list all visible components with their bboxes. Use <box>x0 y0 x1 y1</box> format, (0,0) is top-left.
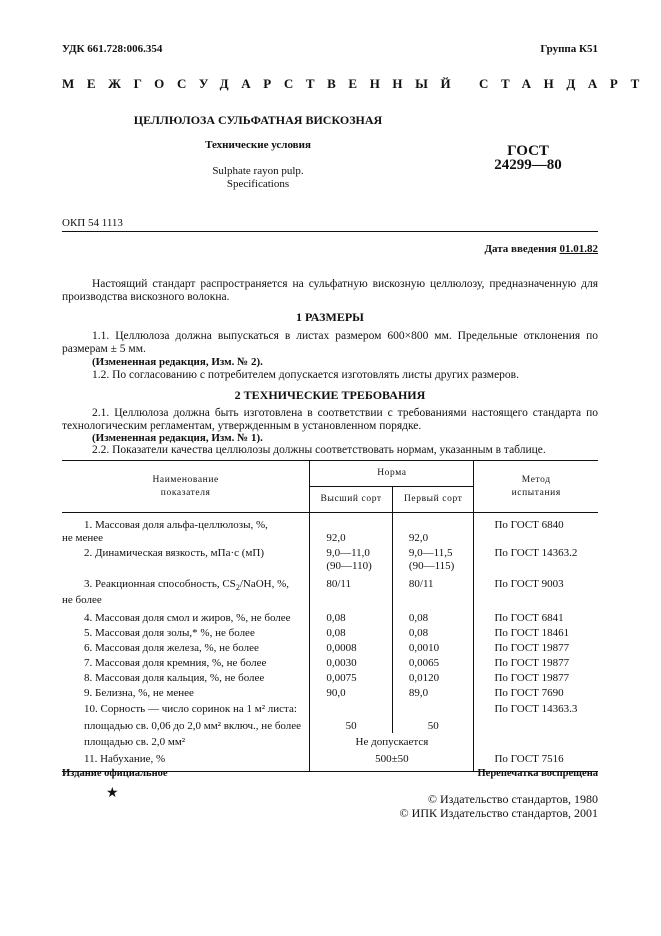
test-method: По ГОСТ 9003 <box>494 578 564 590</box>
top-grade-value: 9,0—11,0 <box>326 547 370 559</box>
table-row <box>62 655 598 670</box>
english-title-line1: Sulphate rayon pulp. <box>212 165 304 177</box>
table-row <box>62 513 598 546</box>
norm-value: 500±50 <box>310 749 474 771</box>
header-top-grade: Высший сорт <box>310 487 393 513</box>
test-method: По ГОСТ 19877 <box>494 642 570 655</box>
top-grade-value: 0,0030 <box>326 657 357 670</box>
norm-value: Не допускается <box>310 733 474 749</box>
first-grade-value: 0,0120 <box>408 672 440 685</box>
row-label: 5. Массовая доля золы,* %, не более <box>84 627 255 640</box>
row-label: 8. Массовая доля кальция, %, не более <box>84 672 265 685</box>
table-row <box>62 685 598 700</box>
paragraph-1-2: 1.2. По согласованию с потребителем допускается изготовлять листы других размеров. <box>92 369 519 381</box>
test-method: По ГОСТ 14363.2 <box>494 547 578 559</box>
intro-date <box>484 243 598 255</box>
gost-number: 24299—80 <box>494 157 562 173</box>
paragraph-1-1: 1.1. Целлюлоза должна выпускаться в листах размером 600×800 мм. Предельные отклонения по размерам ± 5 мм. <box>62 330 598 355</box>
top-grade-value-alt: (90—110) <box>326 560 372 572</box>
amendment-note-2: (Измененная редакция, Изм. № 2). <box>92 356 263 368</box>
header-indicator-name: Наименование показателя <box>62 461 310 513</box>
english-title-line2: Specifications <box>226 178 290 190</box>
top-grade-value: 0,0075 <box>326 672 357 685</box>
row-label: 7. Массовая доля кремния, %, не более <box>84 657 267 670</box>
table-row <box>62 573 598 607</box>
table-row <box>62 733 598 749</box>
group-code: Группа К51 <box>540 43 598 55</box>
row-label: 10. Сорность — число соринок на 1 м² листа: <box>84 703 297 716</box>
row-label: площадью св. 0,06 до 2,0 мм² включ., не более <box>84 720 302 733</box>
document-subtitle: Технические условия <box>205 139 311 151</box>
star-icon: ★ <box>106 786 119 801</box>
copyright-1980: © Издательство стандартов, 1980 <box>427 792 598 806</box>
top-grade-value: 0,08 <box>326 612 346 625</box>
intro-date-value: 01.01.82 <box>559 243 598 255</box>
top-grade-value: 50 <box>310 716 393 733</box>
divider <box>62 231 598 232</box>
test-method: По ГОСТ 19877 <box>494 672 570 685</box>
standard-banner: МЕЖГОСУДАРСТВЕННЫЙ СТАНДАРТ <box>62 76 652 91</box>
top-grade-value: 92,0 <box>326 532 346 544</box>
row-label: 2. Динамическая вязкость, мПа·с (мП) <box>84 547 264 559</box>
scope-paragraph: Настоящий стандарт распространяется на сульфатную вискозную целлюлозу, предназначенную для производства вискозного волокна. <box>62 278 598 303</box>
row-label: 9. Белизна, %, не менее <box>84 687 194 700</box>
header-first-grade: Первый сорт <box>392 487 474 513</box>
test-method: По ГОСТ 7690 <box>494 687 564 700</box>
first-grade-value: 0,08 <box>408 612 429 625</box>
table-row <box>62 716 598 733</box>
first-grade-value: 50 <box>392 716 474 733</box>
first-grade-value: 0,0010 <box>408 642 440 655</box>
paragraph-2-1: 2.1. Целлюлоза должна быть изготовлена в соответствии с требованиями настоящего стандарта по технологическим регламентам, утвержденным в установленном порядке. <box>62 407 598 432</box>
row-label: 11. Набухание, % <box>84 753 166 766</box>
test-method: По ГОСТ 6841 <box>494 612 564 625</box>
header-norm: Норма <box>310 461 474 487</box>
top-grade-value: 80/11 <box>326 578 351 590</box>
reprint-prohibited-label: Перепечатка воспрещена <box>477 768 598 779</box>
row-label-cont: не более <box>62 594 102 607</box>
official-edition-label: Издание официальное <box>62 768 168 779</box>
top-grade-value: 90,0 <box>326 687 346 700</box>
table-row <box>62 670 598 685</box>
first-grade-value: 0,08 <box>408 627 429 640</box>
row-label: 1. Массовая доля альфа-целлюлозы, %, <box>84 519 268 531</box>
first-grade-value: 0,0065 <box>408 657 440 670</box>
test-method: По ГОСТ 6840 <box>494 519 564 531</box>
gost-label: ГОСТ <box>507 143 549 159</box>
quality-table <box>62 460 598 772</box>
intro-date-label: Дата введения <box>484 243 557 255</box>
test-method: По ГОСТ 7516 <box>494 753 564 766</box>
test-method: По ГОСТ 18461 <box>494 627 570 640</box>
document-title: ЦЕЛЛЮЛОЗА СУЛЬФАТНАЯ ВИСКОЗНАЯ <box>133 113 383 127</box>
udk-code: УДК 661.728:006.354 <box>62 43 163 55</box>
section-2-title: 2 ТЕХНИЧЕСКИЕ ТРЕБОВАНИЯ <box>234 388 426 402</box>
first-grade-value: 9,0—11,5 <box>408 547 453 559</box>
first-grade-value-alt: (90—115) <box>408 560 455 572</box>
first-grade-value: 89,0 <box>408 687 429 700</box>
section-1-title: 1 РАЗМЕРЫ <box>296 310 364 324</box>
table-row <box>62 700 598 716</box>
row-label: 6. Массовая доля железа, %, не более <box>84 642 259 655</box>
top-grade-value: 0,0008 <box>326 642 357 655</box>
amendment-note-1: (Измененная редакция, Изм. № 1). <box>92 432 263 444</box>
test-method: По ГОСТ 19877 <box>494 657 570 670</box>
table-row <box>62 640 598 655</box>
first-grade-value: 80/11 <box>408 578 434 590</box>
test-method: По ГОСТ 14363.3 <box>494 703 578 716</box>
top-grade-value: 0,08 <box>326 627 346 640</box>
row-label-cont: не менее <box>62 532 104 544</box>
header-test-method: Метод испытания <box>474 461 598 513</box>
row-label: 3. Реакционная способность, $CS_2$/NaOH, %, <box>84 578 289 593</box>
first-grade-value: 92,0 <box>408 532 429 544</box>
paragraph-2-2: 2.2. Показатели качества целлюлозы должны соответствовать нормам, указанным в таблице. <box>92 444 546 456</box>
copyright-2001: © ИПК Издательство стандартов, 2001 <box>399 806 598 820</box>
table-row <box>62 607 598 625</box>
table-row <box>62 625 598 640</box>
table-row <box>62 545 598 573</box>
row-label: 4. Массовая доля смол и жиров, %, не более <box>84 612 291 625</box>
okp-code: ОКП 54 1113 <box>62 217 123 229</box>
row-label: площадью св. 2,0 мм² <box>84 736 186 749</box>
